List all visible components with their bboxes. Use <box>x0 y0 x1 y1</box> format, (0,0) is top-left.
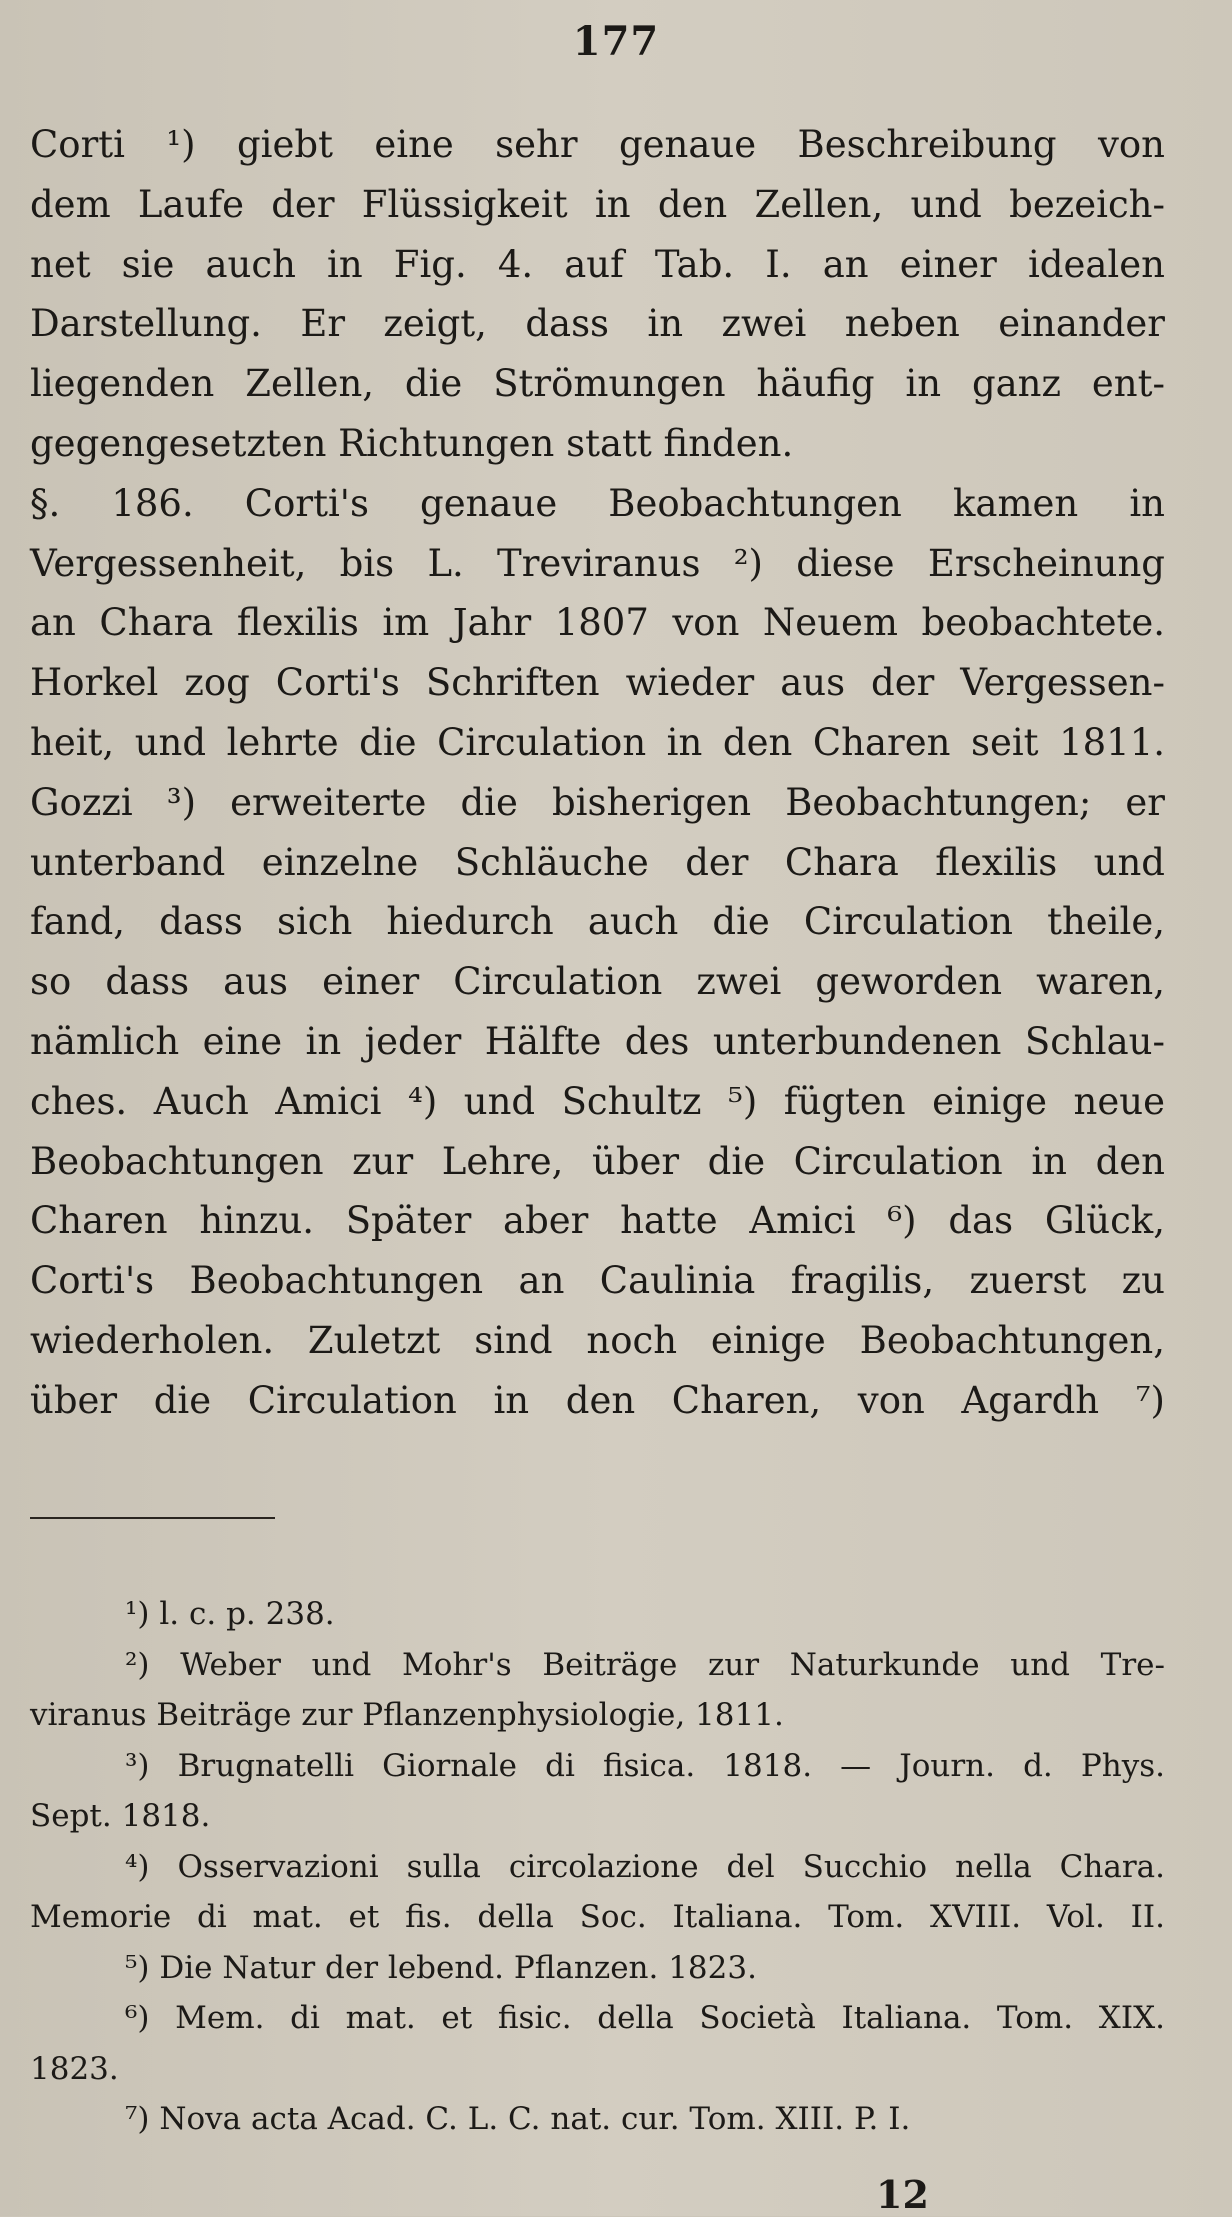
footnote-line: ⁶) Mem. di mat. et fisic. della Società Italiana. Tom. XIX. <box>125 2000 1165 2036</box>
text-line: an Chara flexilis im Jahr 1807 von Neuem beobachtete. <box>30 601 1165 645</box>
footnote-line: ³) Brugnatelli Giornale di fisica. 1818. — Journ. d. Phys. <box>125 1747 1165 1784</box>
text-line: ches. Auch Amici ⁴) und Schultz ⁵) fügten einige neue <box>30 1079 1165 1123</box>
signature-mark: 12 <box>876 2172 929 2217</box>
text-line: Darstellung. Er zeigt, dass in zwei neben einander <box>30 302 1165 346</box>
text-line: Beobachtungen zur Lehre, über die Circulation in den <box>30 1139 1165 1183</box>
text-line: fand, dass sich hiedurch auch die Circulation theile, <box>30 900 1165 944</box>
text-line: nämlich eine in jeder Hälfte des unterbundenen Schlau- <box>30 1019 1165 1063</box>
text-line: so dass aus einer Circulation zwei geworden waren, <box>30 960 1165 1004</box>
footnote-line: 1823. <box>30 2050 119 2087</box>
footnote-divider <box>30 1517 275 1519</box>
footnote-line: ⁵) Die Natur der lebend. Pflanzen. 1823. <box>125 1949 757 1986</box>
text-line: heit, und lehrte die Circulation in den Charen seit 1811. <box>30 720 1165 764</box>
text-line: liegenden Zellen, die Strömungen häufig in ganz ent- <box>30 362 1165 406</box>
footnote-line: Memorie di mat. et fis. della Soc. Italiana. Tom. XVIII. Vol. II. <box>30 1899 1165 1935</box>
footnotes <box>30 1589 1165 2145</box>
footnote-line: ⁷) Nova acta Acad. C. L. C. nat. cur. Tom. XIII. P. I. <box>125 2101 911 2137</box>
footnote-line: viranus Beiträge zur Pflanzenphysiologie, 1811. <box>30 1697 784 1733</box>
text-line: unterband einzelne Schläuche der Chara flexilis und <box>30 840 1165 884</box>
footnote-line: ²) Weber und Mohr's Beiträge zur Naturkunde und Tre- <box>125 1646 1165 1683</box>
text-line: §. 186. Corti's genaue Beobachtungen kamen in <box>30 481 1165 525</box>
text-line: Corti ¹) giebt eine sehr genaue Beschreibung von <box>30 123 1165 166</box>
text-line: dem Laufe der Flüssigkeit in den Zellen, und bezeich- <box>30 182 1165 226</box>
text-line: Corti's Beobachtungen an Caulinia fragilis, zuerst zu <box>30 1259 1165 1303</box>
text-line: Horkel zog Corti's Schriften wieder aus der Vergessen- <box>30 661 1165 705</box>
text-line: über die Circulation in den Charen, von Agardh ⁷) <box>30 1378 1165 1422</box>
main-text <box>30 115 1165 1431</box>
text-line: Charen hinzu. Später aber hatte Amici ⁶) das Glück, <box>30 1199 1165 1243</box>
text-line: Vergessenheit, bis L. Treviranus ²) diese Erscheinung <box>30 541 1165 585</box>
footnote-line: Sept. 1818. <box>30 1798 211 1834</box>
footnote-line: ¹) l. c. p. 238. <box>125 1596 335 1632</box>
text-line: Gozzi ³) erweiterte die bisherigen Beobachtungen; er <box>30 780 1165 824</box>
text-line: net sie auch in Fig. 4. auf Tab. I. an einer idealen <box>30 242 1165 286</box>
text-line: wiederholen. Zuletzt sind noch einige Beobachtungen, <box>30 1318 1165 1362</box>
page-number: 177 <box>572 18 660 65</box>
text-line: gegengesetzten Richtungen statt finden. <box>30 421 794 465</box>
footnote-line: ⁴) Osservazioni sulla circolazione del Succhio nella Chara. <box>125 1848 1165 1885</box>
